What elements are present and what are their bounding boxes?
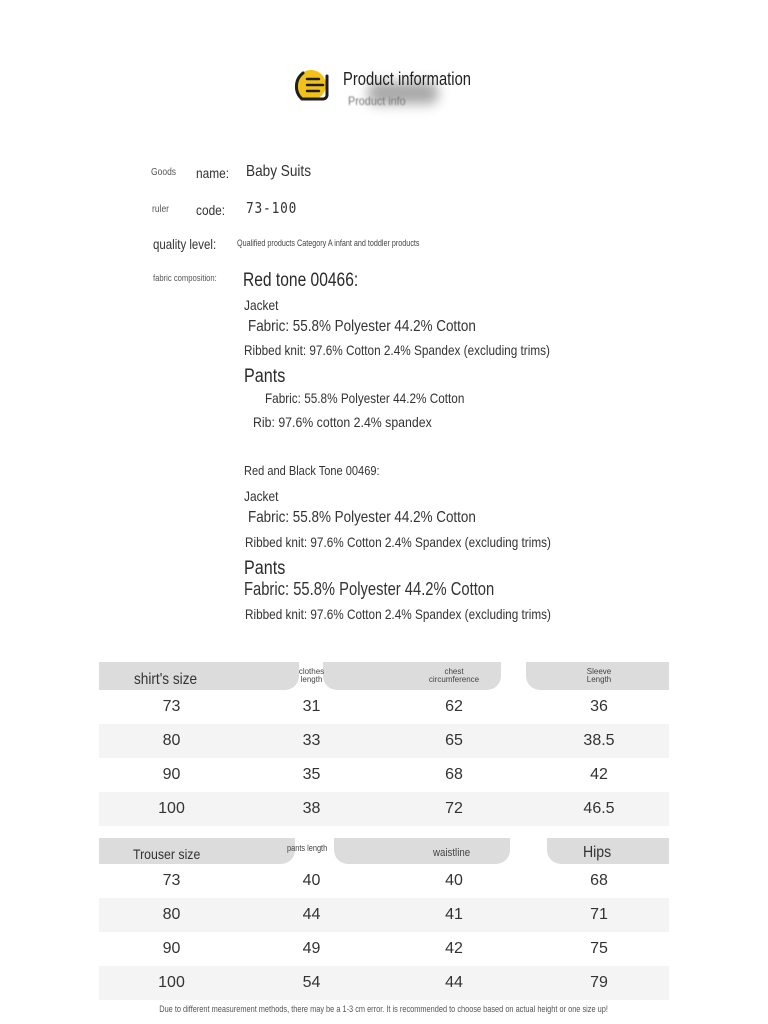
trouser-size-table [99, 838, 669, 1000]
table-cell: 73 [162, 698, 181, 715]
table-cell: 90 [162, 766, 181, 783]
redblack-jacket-fabric: Fabric: 55.8% Polyester 44.2% Cotton [248, 509, 476, 526]
page-subtitle: Product info [348, 94, 406, 108]
list-icon [293, 66, 335, 106]
table-cell: 40 [445, 872, 463, 889]
red-tone-title: Red tone 00466: [243, 270, 359, 291]
quality-value: Qualified products Category A infant and toddler products [237, 238, 420, 248]
shirt-size-header: shirt's size [134, 670, 198, 688]
table-cell: 75 [590, 940, 608, 957]
table-row [99, 758, 669, 792]
table-cell: 46.5 [583, 800, 615, 817]
table-row [99, 898, 669, 932]
table-cell: 31 [302, 698, 321, 715]
table-cell: 71 [590, 906, 608, 923]
table-cell: 36 [590, 698, 608, 715]
red-jacket-fabric: Fabric: 55.8% Polyester 44.2% Cotton [248, 318, 476, 335]
waistline-header: waistline [432, 847, 471, 860]
fabric-label: fabric composition: [153, 273, 217, 283]
table-cell: 33 [302, 732, 321, 749]
table-cell: 100 [158, 800, 185, 817]
table-cell: 49 [302, 940, 321, 957]
shirt-table-header [99, 662, 669, 690]
table-cell: 80 [162, 732, 181, 749]
goods-label: Goods [151, 167, 177, 178]
table-cell: 44 [302, 906, 321, 923]
table-row [99, 932, 669, 966]
table-row [99, 792, 669, 826]
table-cell: 40 [302, 872, 321, 889]
hips-header: Hips [582, 843, 612, 861]
page-title: Product information [343, 69, 471, 89]
red-jacket-rib: Ribbed knit: 97.6% Cotton 2.4% Spandex (excluding trims) [244, 342, 550, 358]
name-label: name: [196, 165, 230, 181]
table-cell: 68 [590, 872, 608, 889]
redblack-jacket-label: Jacket [244, 488, 279, 504]
redblack-tone-title: Red and Black Tone 00469: [244, 463, 380, 478]
table-cell: 42 [590, 766, 608, 783]
table-cell: 79 [590, 974, 608, 991]
red-pants-fabric: Fabric: 55.8% Polyester 44.2% Cotton [265, 390, 465, 406]
redblack-pants-fabric: Fabric: 55.8% Polyester 44.2% Cotton [244, 579, 495, 599]
table-cell: 44 [445, 974, 463, 991]
table-row [99, 864, 669, 898]
table-cell: 90 [162, 940, 181, 957]
red-jacket-label: Jacket [244, 297, 279, 313]
table-cell: 100 [158, 974, 185, 991]
sleeve-length-header: Sleeve Length [586, 666, 612, 684]
clothes-length-header: clothes length [298, 666, 325, 684]
redblack-pants-rib: Ribbed knit: 97.6% Cotton 2.4% Spandex (excluding trims) [245, 606, 551, 622]
table-cell: 41 [445, 906, 463, 923]
table-row [99, 966, 669, 1000]
table-cell: 38 [302, 800, 321, 817]
chest-circumference-header: chest circumference [428, 666, 480, 684]
table-cell: 62 [445, 698, 463, 715]
table-cell: 72 [445, 800, 463, 817]
table-cell: 54 [302, 974, 321, 991]
trouser-table-header [99, 838, 669, 864]
table-row [99, 724, 669, 758]
table-cell: 80 [162, 906, 181, 923]
code-label: code: [196, 202, 226, 218]
table-cell: 65 [445, 732, 463, 749]
table-cell: 68 [445, 766, 463, 783]
red-pants-label: Pants [244, 366, 286, 387]
pants-length-header: pants length [286, 843, 328, 854]
ruler-code-value: 73-100 [246, 199, 298, 217]
table-cell: 42 [445, 940, 463, 957]
goods-name-value: Baby Suits [246, 163, 312, 180]
quality-label: quality level: [153, 236, 217, 252]
table-cell: 35 [302, 766, 321, 783]
red-pants-rib: Rib: 97.6% cotton 2.4% spandex [253, 414, 432, 430]
trouser-size-header: Trouser size [133, 845, 201, 862]
table-row [99, 690, 669, 724]
redblack-pants-label: Pants [244, 558, 286, 579]
table-cell: 73 [162, 872, 181, 889]
table-cell: 38.5 [583, 732, 615, 749]
ruler-label: ruler [152, 204, 170, 215]
redblack-jacket-rib: Ribbed knit: 97.6% Cotton 2.4% Spandex (excluding trims) [245, 534, 551, 550]
shirt-size-table [99, 662, 669, 826]
measurement-note: Due to different measurement methods, there may be a 1-3 cm error. It is recommended to choose based on actual height or one size up! [159, 1004, 609, 1014]
